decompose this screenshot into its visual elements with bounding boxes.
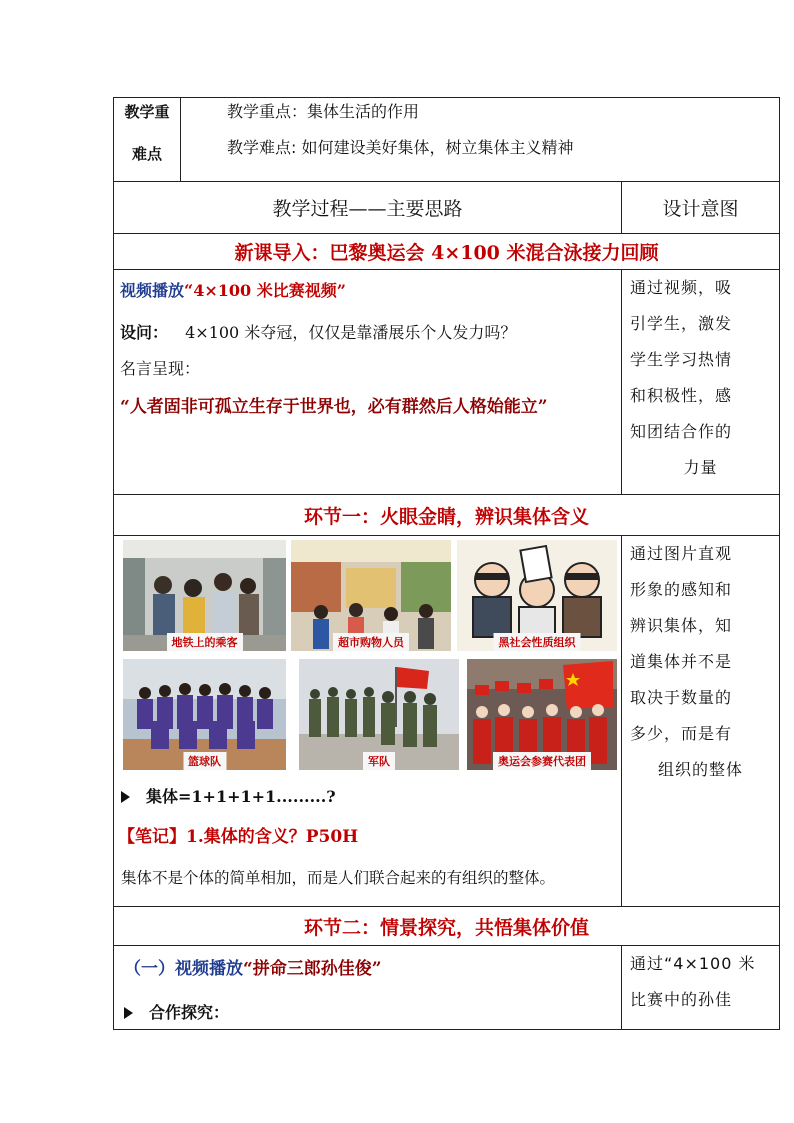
olympic-delegation-image xyxy=(467,659,617,770)
collective-equation: 集体=1+1+1+1.........? xyxy=(146,787,336,806)
section1-intent-line: 道集体并不是 xyxy=(630,652,733,671)
note-label: 【笔记】 xyxy=(118,827,186,847)
section1-intent-line: 取决于数量的 xyxy=(630,688,733,707)
quote-label: 名言呈现： xyxy=(120,359,201,378)
intro-content-cell xyxy=(114,270,622,495)
intro-intent-line: 学生学习热情 xyxy=(630,350,733,369)
cooperation-inquiry: 合作探究： xyxy=(149,1003,230,1022)
section1-content-cell xyxy=(114,536,622,907)
note-text: 1.集体的含义？P50H xyxy=(186,827,359,847)
subway-caption: 地铁上的乘客 xyxy=(167,633,243,651)
section2-intent-line: 通过“4×100 米 xyxy=(630,954,756,973)
olympic-caption: 奥运会参赛代表团 xyxy=(493,752,591,770)
section2-sub-prefix: （一）视频播放 xyxy=(124,959,243,979)
section1-intent-line: 辨识集体，知 xyxy=(630,616,733,635)
section2-title-row xyxy=(114,907,780,946)
gang-cartoon-image xyxy=(457,540,617,651)
section2-content-row xyxy=(114,946,780,1030)
army-caption: 军队 xyxy=(363,752,395,770)
collective-definition: 集体不是个体的简单相加，而是人们联合起来的有组织的整体。 xyxy=(121,869,556,887)
intro-intent-line: 知团结合作的 xyxy=(630,422,733,441)
focus-label-cell xyxy=(114,98,181,182)
collective-bullet xyxy=(121,786,336,808)
question-label: 设问： xyxy=(120,323,169,342)
note-line xyxy=(118,826,358,848)
teaching-focus: 教学重点：集体生活的作用 xyxy=(227,102,420,121)
gang-caption: 黑社会性质组织 xyxy=(494,633,581,651)
arrow-bullet-icon xyxy=(124,1007,133,1019)
supermarket-caption: 超市购物人员 xyxy=(333,633,409,651)
arrow-bullet-icon xyxy=(121,791,130,803)
subway-image xyxy=(123,540,286,651)
intro-intent-line: 和积极性，感 xyxy=(630,386,733,405)
section2-sub-title: “拼命三郎孙佳俊” xyxy=(243,959,382,979)
section1-title: 环节一：火眼金睛，辨识集体含义 xyxy=(114,495,780,536)
focus-content-cell xyxy=(181,98,780,182)
intro-intent-cell xyxy=(622,270,780,495)
section1-title-row xyxy=(114,495,780,536)
intro-title: 新课导入：巴黎奥运会 4×100 米混合泳接力回顾 xyxy=(114,234,780,270)
intro-intent-line: 通过视频，吸 xyxy=(630,278,733,297)
question-text: 4×100 米夺冠，仅仅是靠潘展乐个人发力吗？ xyxy=(185,323,517,342)
supermarket-image xyxy=(291,540,451,651)
video-title: “4×100 米比赛视频” xyxy=(184,281,346,300)
famous-quote: “人者固非可孤立生存于世界也，必有群然后人格始能立” xyxy=(120,397,548,417)
section1-intent-line: 形象的感知和 xyxy=(630,580,733,599)
section2-intent-cell xyxy=(622,946,780,1030)
section1-intent-line: 多少，而是有 xyxy=(630,724,733,743)
section1-intent-line: 通过图片直观 xyxy=(630,544,733,563)
header-row xyxy=(114,182,780,234)
intro-intent-line: 引学生，激发 xyxy=(630,314,733,333)
intro-intent-line: 力量 xyxy=(683,458,718,477)
intro-title-row xyxy=(114,234,780,270)
intro-content-row xyxy=(114,270,780,495)
basketball-caption: 篮球队 xyxy=(183,752,226,770)
process-header: 教学过程——主要思路 xyxy=(114,182,622,234)
basketball-team-image xyxy=(123,659,286,770)
section1-intent-cell xyxy=(622,536,780,907)
teaching-difficulty: 教学难点: 如何建设美好集体，树立集体主义精神 xyxy=(227,138,574,157)
video-label: 视频播放 xyxy=(120,281,185,300)
intent-header: 设计意图 xyxy=(622,182,780,234)
section1-intent-line: 组织的整体 xyxy=(658,760,744,779)
section2-content-cell xyxy=(114,946,622,1030)
army-image xyxy=(299,659,459,770)
focus-label-line1: 教学重 xyxy=(124,103,170,121)
focus-row xyxy=(114,98,780,182)
section1-content-row xyxy=(114,536,780,907)
focus-label-line2: 难点 xyxy=(131,145,162,163)
section2-intent-line: 比赛中的孙佳 xyxy=(630,990,733,1009)
lesson-plan-table xyxy=(113,97,780,1030)
section2-title: 环节二：情景探究，共悟集体价值 xyxy=(114,907,780,946)
